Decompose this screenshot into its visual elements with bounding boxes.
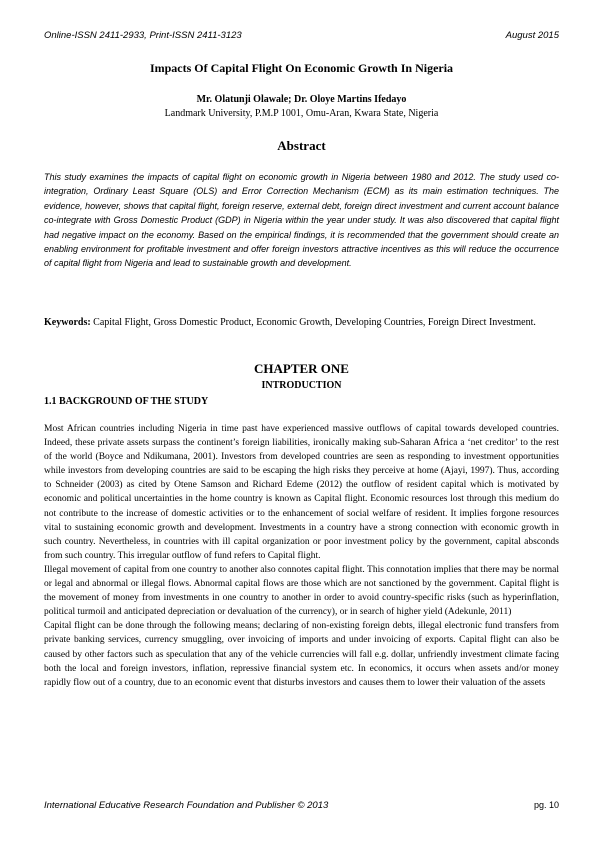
header-issn: Online-ISSN 2411-2933, Print-ISSN 2411-3123 — [44, 30, 242, 41]
footer-page-number: pg. 10 — [533, 800, 559, 810]
section-heading: 1.1 BACKGROUND OF THE STUDY — [44, 396, 209, 407]
body-paragraph: Most African countries including Nigeria in time past have experienced massive outflows of capital towards developed countries. Indeed, these private assets surpass the continent’s foreign liabilities, ironically making sub-Saharan Africa a ‘net creditor’ to the rest of the world (Boyce and Ndikumana, 2001). Investors from developed countries are seen as responding to investment opportunities while investors from developing countries are said to be escaping the high risks they perceive at home (Ajayi, 1997). Thus, according to Schneider (2003) as cited by Otene Samson and Richard Edeme (2012) the outflow of resident capital which is motivated by economic and political uncertainties in the home country is known as Capital flight. Economic resources lost through this medium do not contribute to the increase of domestic activities or to the enhancement of social welfare of resident. It implies forgone resources vital to sustaining economic growth and development. Investments in a country have a strong connection with economic growth in such country. Nevertheless, in countries with ill capital organization or poor investment policy by the government, capital absconds from such country. This irregular outflow of fund refers to Capital flight. — [44, 424, 559, 561]
abstract-text: This study examines the impacts of capital flight on economic growth in Nigeria between 1980 and 2012. The study used co-integration, Ordinary Least Square (OLS) and Error Correction Mechanism (ECM) as its main estimation techniques. The evidence, however, shows that capital flight, foreign reserve, external debt, foreign direct investment and current account balance co-integrate with Gross Domestic Product (GDP) in Nigeria within the year under study. It was also discovered that capital flight had negative impact on the economy. Based on the empirical findings, it is recommended that the government should create an enabling environment for profitable investment and offer foreign investors attractive incentives as this will reduce the occurrence of capital flight from Nigeria and lead to sustainable growth and development. — [44, 172, 559, 269]
abstract-heading: Abstract — [277, 138, 326, 153]
body-paragraph: Capital flight can be done through the following means; declaring of non-existing foreign debts, illegal electronic fund transfers from private banking services, currency smuggling, over invoicing of imports and under invoicing of exports. Capital flight can also be caused by other factors such as speculation that any of the vehicle currencies will fall e.g. dollar, unfriendly investment climate facing both the local and foreign investors, inflation, repressive financial system etc. In economics, it occurs when assets and/or money rapidly flow out of a country, due to an economic event that disturbs investors and causes them to lower their valuation of the assets — [44, 621, 559, 688]
keywords-label: Keywords: — [44, 317, 91, 328]
keywords — [44, 316, 559, 330]
paper-affiliation: Landmark University, P.M.P 1001, Omu-Aran, Kwara State, Nigeria — [164, 108, 439, 119]
paper-authors: Mr. Olatunji Olawale; Dr. Oloye Martins Ifedayo — [196, 94, 407, 105]
body-paragraph: Illegal movement of capital from one country to another also connotes capital flight. This connotation implies that there may be normal or legal and abnormal or illegal flows. Abnormal capital flows are those which are not sanctioned by the government. Capital flight is the movement of money from investments in one country to another in order to avoid country-specific risks (such as hyperinflation, political turmoil and anticipated depreciation or devaluation of the currency), or in search of higher yield (Adekunle, 2011) — [44, 564, 559, 618]
footer-publisher: International Educative Research Foundation and Publisher © 2013 — [44, 800, 329, 811]
body-text — [44, 422, 559, 690]
chapter-title: CHAPTER ONE — [254, 361, 349, 376]
chapter-subtitle: INTRODUCTION — [261, 380, 342, 391]
keywords-text: Capital Flight, Gross Domestic Product, Economic Growth, Developing Countries, Foreign Direct Investment. — [93, 317, 536, 328]
header-date: August 2015 — [505, 30, 559, 41]
paper-title: Impacts Of Capital Flight On Economic Growth In Nigeria — [149, 61, 454, 75]
